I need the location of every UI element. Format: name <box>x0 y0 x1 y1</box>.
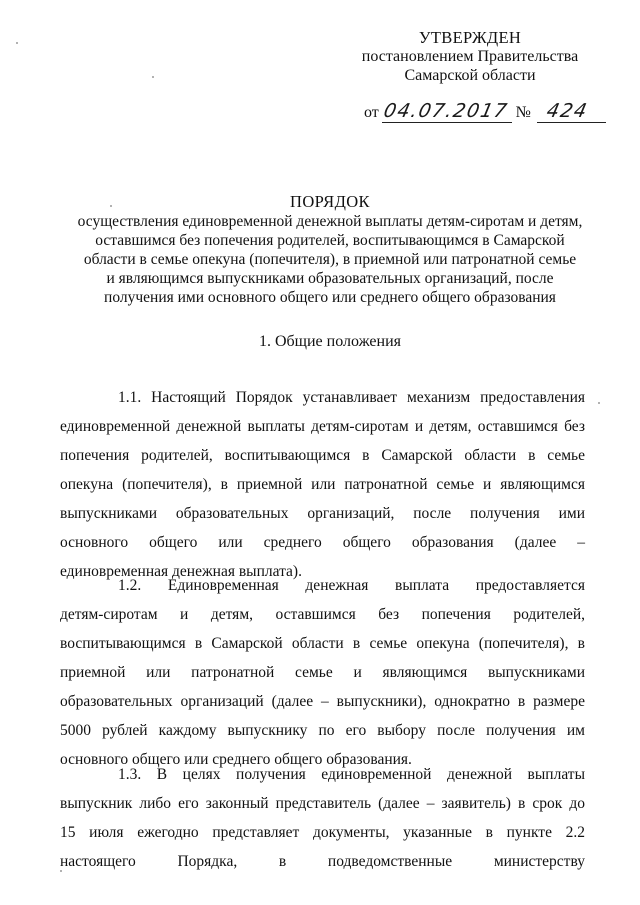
paragraph-line: выпускниками образовательных организаций, после получения ими <box>60 505 585 522</box>
paragraph-line: 5000 рублей каждому выпускнику по его выбору после получения им <box>60 722 585 739</box>
paragraph-line: 1.2. Единовременная денежная выплата предоставляется <box>118 577 585 594</box>
document-subtitle-line: области в семье опекуна (попечителя), в приемной или патронатной семье <box>83 251 577 268</box>
paragraph-line: 1.3. В целях получения единовременной денежной выплаты <box>118 766 585 783</box>
document-subtitle-line: осуществления единовременной денежной выплаты детям-сиротам и детям, <box>77 213 583 230</box>
paragraph-1-1 <box>60 383 585 586</box>
scan-speck <box>60 870 62 872</box>
paragraph-line: 15 июля ежегодно представляет документы, указанные в пункте 2.2 <box>60 824 585 841</box>
decree-date: 04.07.2017 <box>381 100 510 122</box>
paragraph-1-2 <box>60 571 585 774</box>
decree-prefix: от <box>364 104 379 121</box>
paragraph-line: воспитывающимся в Самарской области в семье опекуна (попечителя), в <box>60 635 585 652</box>
document-subtitle-line: оставшимся без попечения родителей, воспитывающимся в Самарской <box>95 232 565 249</box>
document-subtitle-line: получения ими основного общего или среднего общего образования <box>104 289 556 306</box>
approval-block <box>330 28 610 85</box>
paragraph-line: попечения родителей, воспитывающимся в Самарской области в семье <box>60 447 585 464</box>
paragraph-line: выпускник либо его законный представитель (далее – заявитель) в срок до <box>60 795 585 812</box>
scan-speck <box>16 42 18 44</box>
paragraph-line: образовательных организаций (далее – выпускники), однократно в размере <box>60 693 585 710</box>
paragraph-line: опекуна (попечителя), в приемной или патронатной семье и являющимся <box>60 476 585 493</box>
scan-speck <box>598 402 600 404</box>
paragraph-line: настоящего Порядка, в подведомственные министерству <box>60 853 585 870</box>
paragraph-line: основного общего или среднего общего образования (далее – <box>60 534 585 551</box>
document-subtitle-line: и являющимся выпускниками образовательных организаций, после <box>106 270 554 287</box>
decree-date-number <box>364 100 606 123</box>
document-title-block <box>60 192 600 307</box>
decree-number: 424 <box>544 100 590 122</box>
paragraph-line: основного общего или среднего общего образования. <box>60 751 412 768</box>
paragraph-line: единовременная денежная выплата). <box>60 563 302 580</box>
paragraph-1-3 <box>60 760 585 876</box>
number-sign: № <box>515 104 531 121</box>
paragraph-line: единовременной денежной выплаты детям-сиротам и детям, оставшимся без <box>60 418 585 435</box>
scan-speck <box>152 76 154 78</box>
section-heading: 1. Общие положения <box>258 333 402 350</box>
paragraph-line: приемной или патронатной семье и являющимся выпускниками <box>60 664 585 681</box>
paragraph-line: детям-сиротам и детям, оставшимся без попечения родителей, <box>60 606 585 623</box>
approval-authority: постановлением Правительства <box>361 48 579 65</box>
approval-region: Самарской области <box>404 67 536 84</box>
approved-label: УТВЕРЖДЕН <box>418 28 522 47</box>
scan-speck <box>110 205 112 207</box>
document-title: ПОРЯДОК <box>290 192 370 211</box>
paragraph-line: 1.1. Настоящий Порядок устанавливает механизм предоставления <box>118 389 585 406</box>
